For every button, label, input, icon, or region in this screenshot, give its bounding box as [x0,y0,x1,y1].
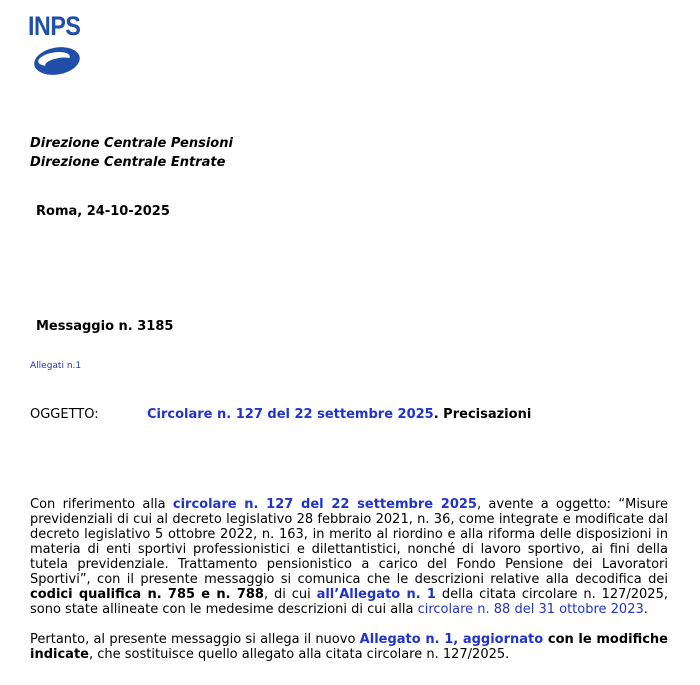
subject-line [30,407,531,422]
body-paragraph-2 [30,632,668,662]
body-text: , di cui [263,587,317,602]
message-number: Messaggio n. 3185 [36,319,174,334]
body-text: Con riferimento alla [30,497,173,512]
subject-circular-link[interactable]: Circolare n. 127 del 22 settembre 2025 [147,407,434,422]
body-text: Pertanto, al presente messaggio si allega il nuovo [30,632,360,647]
body-text: . [643,602,648,617]
circular-88-link[interactable]: circolare n. 88 del 31 ottobre 2023 [417,602,644,617]
body-text: , che sostituisce quello allegato alla citata circolare n. 127/2025. [88,647,510,662]
qualification-codes: codici qualifica n. 785 e n. 788 [30,587,264,602]
modifications-indicated: con le modifiche indicate [30,632,668,662]
attachments-link[interactable]: Allegati n.1 [30,361,82,371]
departments [30,134,233,172]
department-entrate: Direzione Centrale Entrate [30,155,226,170]
annex-1-link[interactable]: all’Allegato n. 1 [316,587,436,602]
message-body [30,497,668,662]
logo-text: INPS [28,11,81,41]
body-text: , avente a oggetto: “Misure previdenziali di cui al decreto legislativo 28 febbraio 2021, n. 36, come integrate e modificate dal decreto legislativo 5 ottobre 2022, n. 163, in merito al riordino e alla riforma delle disposizioni in materia di enti sportivi professionistici e dilettantistici, nonché di lavoro sportivo, ai fini della tutela previdenziale. Trattamento pensionistico a carico del Fondo Pensione dei Lavoratori Sportivi”, con il presente messaggio si comunica che le descrizioni relative alla decodifica dei [30,497,669,587]
circular-127-link[interactable]: circolare n. 127 del 22 settembre 2025 [172,497,477,512]
department-pensioni: Direzione Centrale Pensioni [30,136,233,151]
subject-label: OGGETTO: [30,407,99,422]
body-paragraph-1 [30,497,668,617]
inps-logo [28,12,88,78]
body-text: della citata circolare n. 127/2025, sono state allineate con le medesime descrizioni di cui alla [30,587,668,617]
inps-logo-mark-icon [33,46,81,76]
updated-annex-link[interactable]: Allegato n. 1, aggiornato [359,632,544,647]
place-date: Roma, 24-10-2025 [36,204,170,219]
subject-rest: . Precisazioni [433,407,532,422]
